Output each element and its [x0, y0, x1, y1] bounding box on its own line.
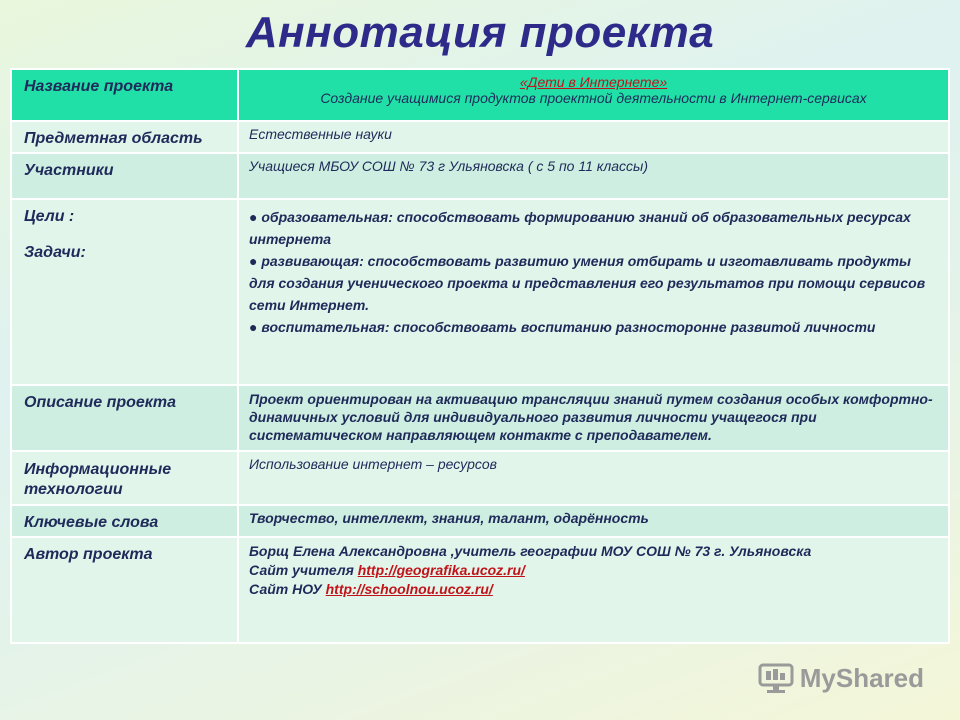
- row-value: Использование интернет – ресурсов: [238, 451, 949, 505]
- myshared-logo-icon: [758, 662, 794, 694]
- project-subtitle: Создание учащимися продуктов проектной деятельности в Интернет-сервисах: [320, 90, 867, 106]
- project-name: «Дети в Интернете»: [519, 74, 668, 90]
- table-row: [11, 537, 949, 643]
- row-value: [238, 199, 949, 385]
- author-line: Борщ Елена Александровна ,учитель географии МОУ СОШ № 73 г. Ульяновска: [249, 543, 812, 559]
- row-key: Предметная область: [11, 121, 238, 153]
- table-row: [11, 199, 949, 385]
- row-key: Участники: [11, 153, 238, 199]
- nou-site-label: Сайт НОУ: [249, 581, 322, 597]
- page-title: Аннотация проекта: [245, 8, 715, 57]
- row-key: Описание проекта: [11, 385, 238, 451]
- row-value: Учащиеся МБОУ СОШ № 73 г Ульяновска ( с 5 по 11 классы): [238, 153, 949, 199]
- nou-site-link[interactable]: http://schoolnou.ucoz.ru/: [325, 581, 493, 597]
- watermark: [758, 662, 924, 694]
- annotation-table: [10, 68, 950, 644]
- watermark-text: MyShared: [799, 662, 924, 693]
- nou-site-line: [249, 580, 938, 599]
- table-row: [11, 69, 949, 121]
- goal-item: ● воспитательная: способствовать воспитанию разносторонне развитой личности: [249, 319, 876, 335]
- row-key: Ключевые слова: [11, 505, 238, 537]
- row-key: Автор проекта: [11, 537, 238, 643]
- table-row: [11, 153, 949, 199]
- table-row: [11, 451, 949, 505]
- row-value: Естественные науки: [238, 121, 949, 153]
- tasks-label: Задачи:: [24, 244, 86, 261]
- row-key: [11, 199, 238, 385]
- goals-label: Цели :: [24, 208, 75, 225]
- row-key: Название проекта: [11, 69, 238, 121]
- row-value: Творчество, интеллект, знания, талант, одарённость: [238, 505, 949, 537]
- teacher-site-line: [249, 561, 938, 580]
- table-row: [11, 121, 949, 153]
- table-row: [11, 385, 949, 451]
- table-row: [11, 505, 949, 537]
- goal-item: ● образовательная: способствовать формированию знаний об образовательных ресурсах интернета: [249, 209, 911, 247]
- row-key: Информационные технологии: [11, 451, 238, 505]
- row-value: Проект ориентирован на активацию трансляции знаний путем создания особых комфортно-динамичных условий для индивидуального развития личности учащегося при систематическом направляющем контакте с преподавателем.: [238, 385, 949, 451]
- teacher-site-label: Сайт учителя: [249, 562, 354, 578]
- row-value: [238, 69, 949, 121]
- row-value: [238, 537, 949, 643]
- teacher-site-link[interactable]: http://geografika.ucoz.ru/: [357, 562, 525, 578]
- goal-item: ● развивающая: способствовать развитию умения отбирать и изготавливать продукты для создания ученического проекта и представления его результатов при помощи сервисов сети Интернет.: [249, 253, 926, 313]
